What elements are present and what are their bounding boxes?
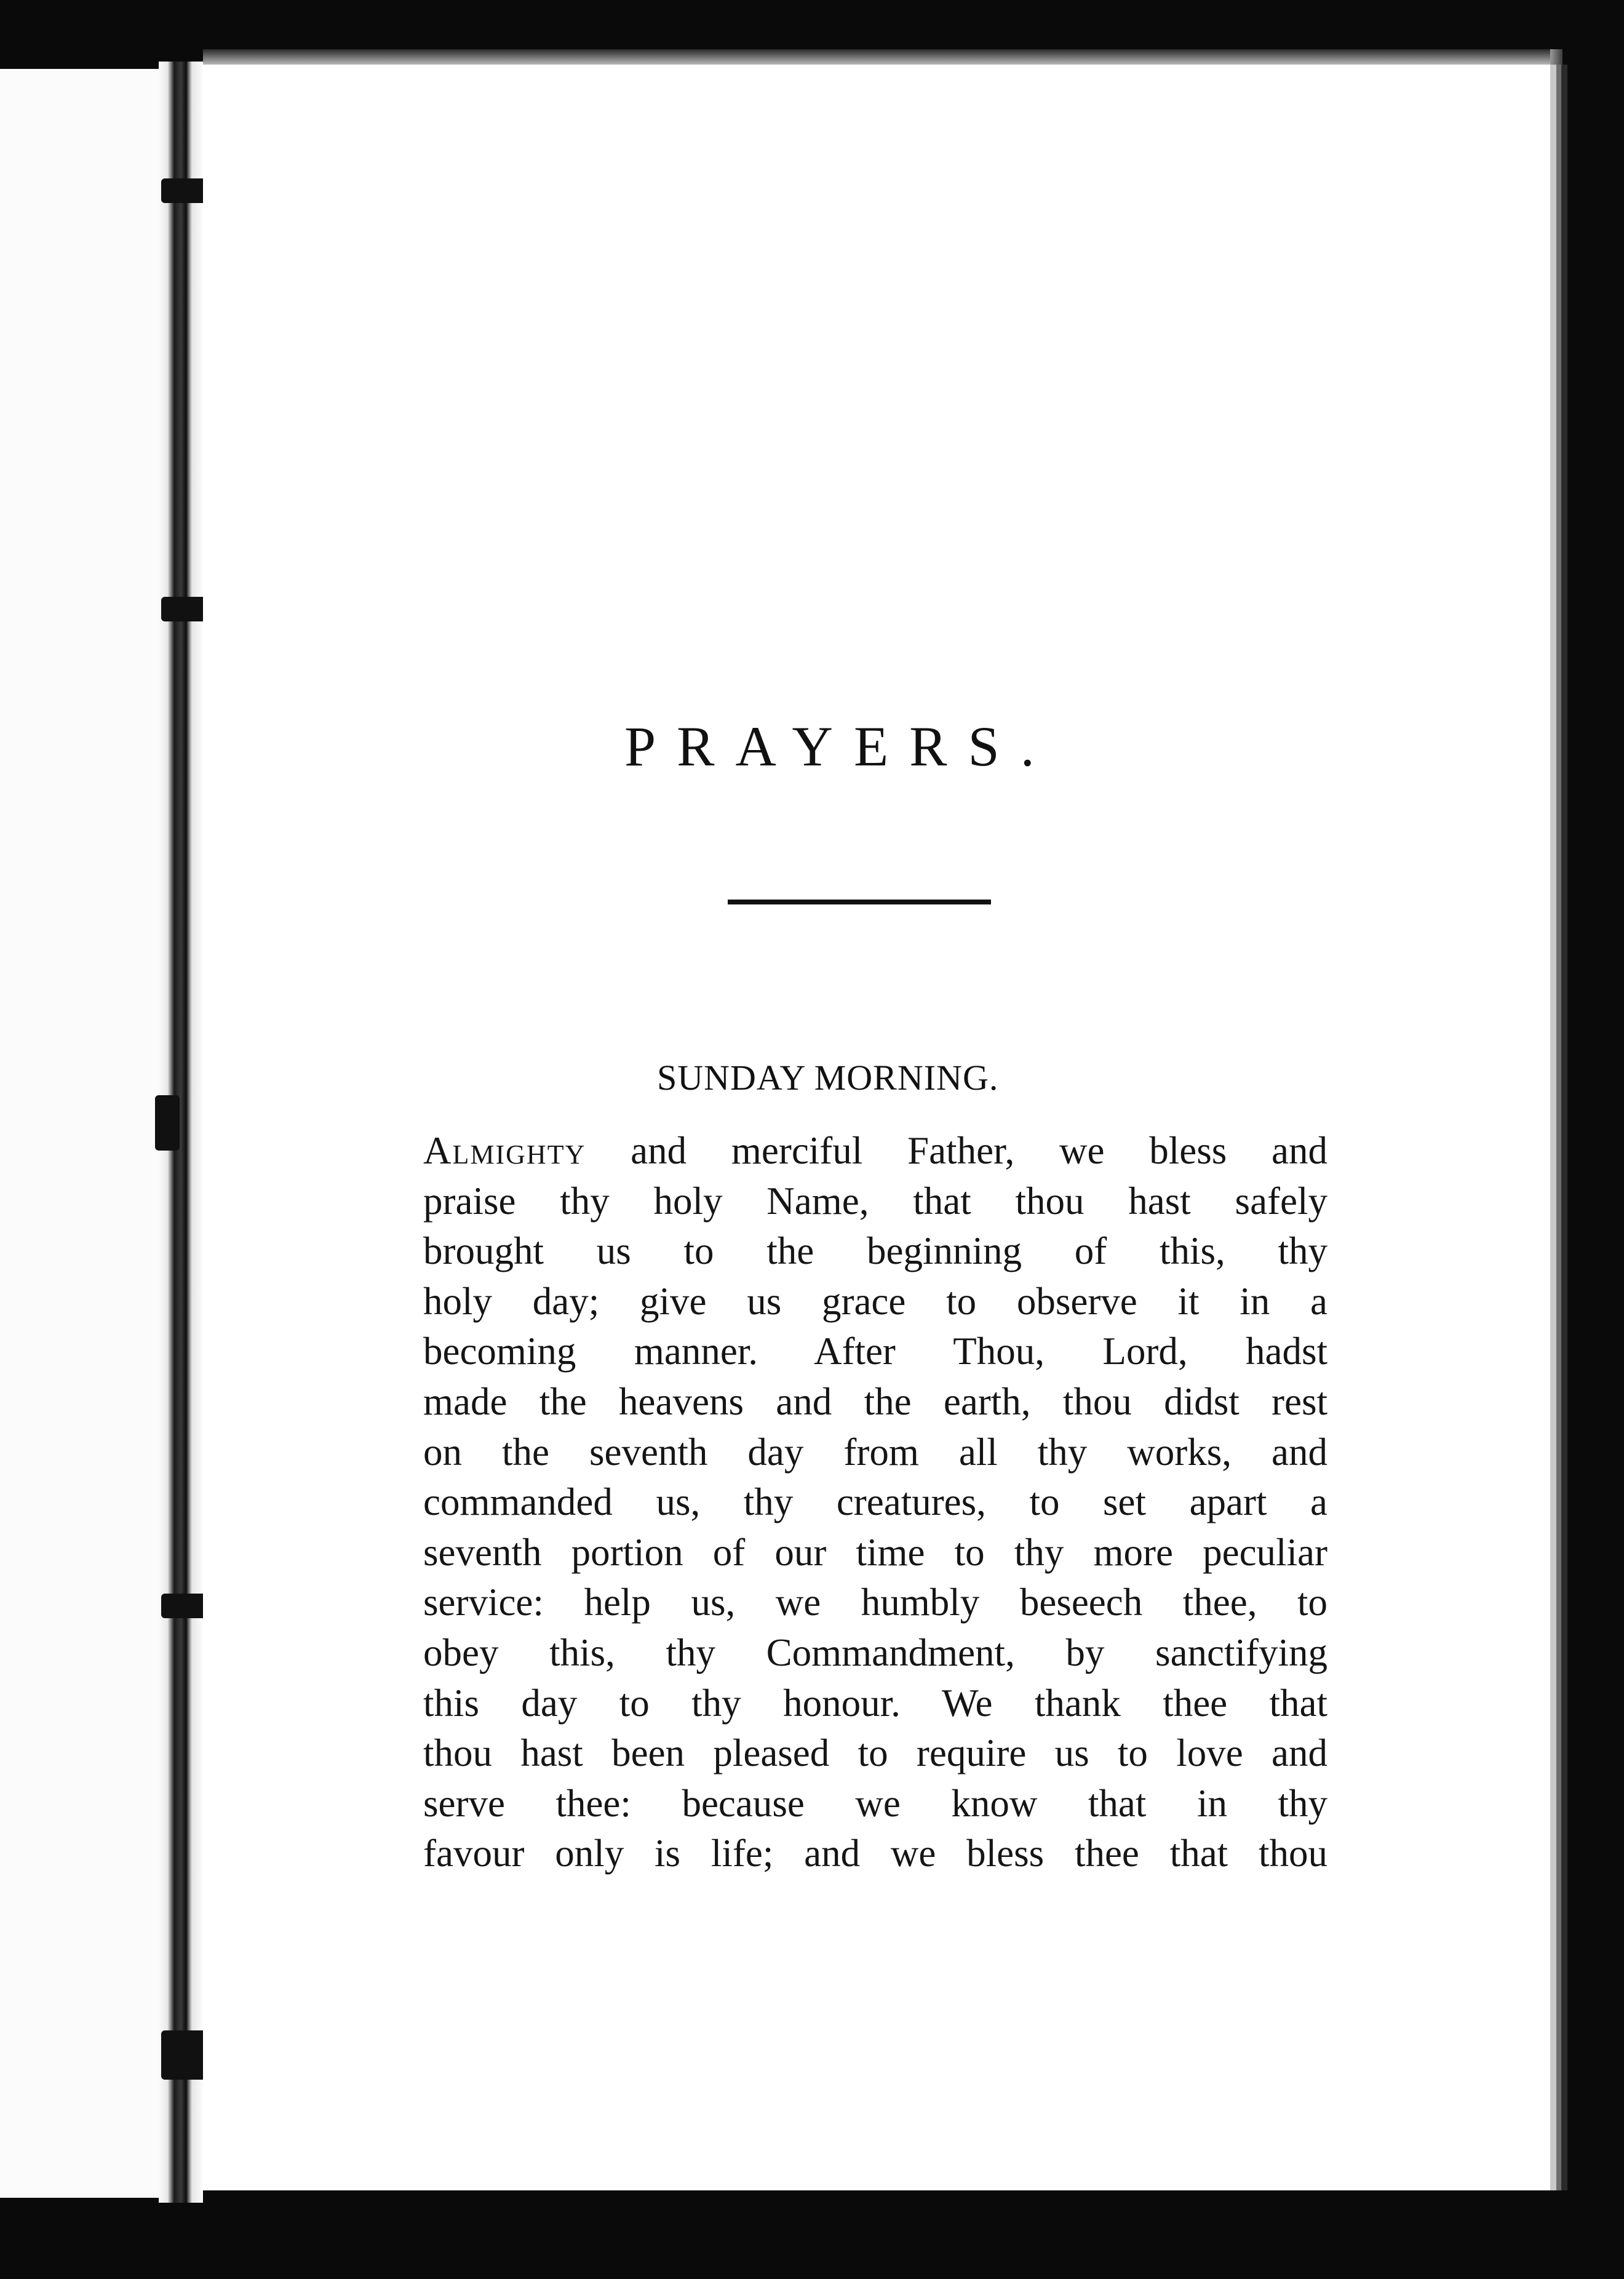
text-line: holy day; give us grace to observe it in a [423,1279,1327,1323]
text-line: commanded us, thy creatures, to set apart a [423,1480,1327,1524]
page-top-edge [203,49,1556,65]
text-line: praise thy holy Name, that thou hast safely [423,1179,1327,1223]
text-line: thou hast been pleased to require us to love and [423,1731,1327,1775]
text-line-content: and merciful Father, we bless and [631,1129,1327,1172]
text-line: obey this, thy Commandment, by sanctifying [423,1630,1327,1674]
text-line: becoming manner. After Thou, Lord, hadst [423,1330,1327,1373]
text-line: service: help us, we humbly beseech thee, to [423,1581,1327,1624]
title-divider-rule [728,900,991,904]
page-title: PRAYERS. [624,715,1056,778]
binding-stitch [155,1095,180,1151]
text-line: this day to thy honour. We thank thee that [423,1681,1327,1725]
section-heading: SUNDAY MORNING. [657,1058,999,1098]
text-line: serve thee: because we know that in thy [423,1781,1327,1825]
opening-word: Almighty [423,1129,586,1172]
text-line: favour only is life; and we bless thee that thou [423,1832,1327,1875]
text-line: seventh portion of our time to thy more peculiar [423,1530,1327,1574]
prayer-body-text [423,1126,1327,1879]
text-line [423,1126,1327,1176]
left-page-margin [0,69,159,2198]
text-line: made the heavens and the earth, thou didst rest [423,1379,1327,1423]
text-line: brought us to the beginning of this, thy [423,1229,1327,1273]
text-line: on the seventh day from all thy works, and [423,1430,1327,1474]
